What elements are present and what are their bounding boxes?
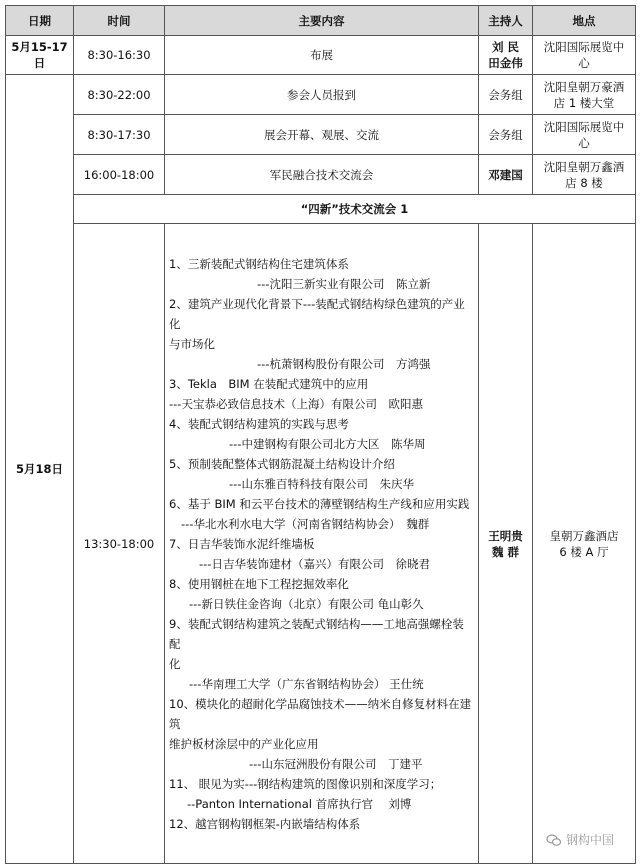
talk-title: 12、越宫钢构钢框架-内嵌墙结构体系 <box>169 816 361 831</box>
talk-item <box>169 294 474 374</box>
talk-item <box>169 454 474 494</box>
place-cell: 沈阳国际展览中 心 <box>533 115 636 155</box>
header-row <box>6 6 636 36</box>
place-cell: 沈阳皇朝万豪酒 店 1 楼大堂 <box>533 75 636 115</box>
watermark-text: 钢构中国 <box>565 833 614 847</box>
talk-title: 1、三新装配式钢结构住宅建筑体系 <box>169 256 349 271</box>
talk-item <box>169 574 474 614</box>
talk-title: 11、 眼见为实---钢结构建筑的图像识别和深度学习； <box>169 776 442 791</box>
place-cell: 沈阳国际展览中 心 <box>533 36 636 75</box>
chat-bubble-icon <box>546 832 562 848</box>
talk-item <box>169 254 474 294</box>
host-cell: 会务组 <box>479 75 533 115</box>
talk-speaker: ---日吉华装饰建材（嘉兴）有限公司 徐晓君 <box>199 556 430 571</box>
table-row <box>6 75 636 115</box>
talk-speaker: ---山东冠洲股份有限公司 丁建平 <box>249 756 423 771</box>
table-row <box>6 115 636 155</box>
talk-speaker: ---山东雅百特科技有限公司 朱庆华 <box>229 476 414 491</box>
talk-title: 5、预制装配整体式钢筋混凝土结构设计介绍 <box>169 456 395 471</box>
header-date: 日期 <box>6 6 74 36</box>
header-time: 时间 <box>74 6 165 36</box>
schedule-table <box>5 5 636 864</box>
talk-title: 4、装配式钢结构建筑的实践与思考 <box>169 416 349 431</box>
talk-title: 2、建筑产业现代化背景下---装配式钢结构绿色建筑的产业化 与市场化 <box>169 296 465 351</box>
talk-item <box>169 494 474 534</box>
talk-item <box>169 694 474 774</box>
header-host: 主持人 <box>479 6 533 36</box>
talk-speaker: ---华南理工大学（广东省钢结构协会） 王仕统 <box>189 676 424 691</box>
talk-speaker: ---中建钢构有限公司北方大区 陈华周 <box>229 436 426 451</box>
talk-speaker: ---沈阳三新实业有限公司 陈立新 <box>257 276 431 291</box>
time-cell: 16:00-18:00 <box>74 155 165 195</box>
talk-title: 9、装配式钢结构建筑之装配式钢结构——工地高强螺栓装配 化 <box>169 616 464 671</box>
talk-item <box>169 534 474 574</box>
talk-speaker: --Panton International 首席执行官 刘博 <box>187 796 412 811</box>
section-title: “四新”技术交流会 1 <box>74 195 636 224</box>
talk-title: 3、Tekla BIM 在装配式建筑中的应用 <box>169 376 369 391</box>
talk-item <box>169 614 474 694</box>
session-row <box>6 224 636 864</box>
time-cell: 8:30-17:30 <box>74 115 165 155</box>
talk-title: 8、使用钢桩在地下工程挖掘效率化 <box>169 576 349 591</box>
talk-item <box>169 774 474 814</box>
content-cell: 参会人员报到 <box>165 75 479 115</box>
talk-title: 6、基于 BIM 和云平台技术的薄壁钢结构生产线和应用实践 <box>169 496 470 511</box>
date-cell: 5月15-17日 <box>6 36 74 75</box>
session-host: 王明贵 魏 群 <box>479 224 533 864</box>
header-content: 主要内容 <box>165 6 479 36</box>
talk-speaker: ---天宝恭必致信息技术（上海）有限公司 欧阳惠 <box>169 396 423 411</box>
header-place: 地点 <box>533 6 636 36</box>
talk-item <box>169 814 474 834</box>
talk-title: 7、日吉华装饰水泥纤维墙板 <box>169 536 315 551</box>
host-cell: 刘 民 田金伟 <box>479 36 533 75</box>
section-row <box>6 195 636 224</box>
watermark <box>546 831 614 848</box>
content-cell: 展会开幕、观展、交流 <box>165 115 479 155</box>
talk-item <box>169 374 474 414</box>
host-cell: 会务组 <box>479 115 533 155</box>
date-cell: 5月18日 <box>6 75 74 864</box>
content-cell: 布展 <box>165 36 479 75</box>
table-row <box>6 155 636 195</box>
talk-speaker: ---新日铁住金咨询（北京）有限公司 龟山彰久 <box>189 596 424 611</box>
place-cell: 沈阳皇朝万鑫酒 店 8 楼 <box>533 155 636 195</box>
talk-speaker: ---杭萧钢构股份有限公司 方鸿强 <box>257 356 431 371</box>
host-cell: 邓建国 <box>479 155 533 195</box>
table-row <box>6 36 636 75</box>
talk-title: 10、模块化的超耐化学品腐蚀技术——纳米自修复材料在建筑 维护板材涂层中的产业化应用 <box>169 696 472 751</box>
talk-list <box>165 224 479 864</box>
time-cell: 8:30-16:30 <box>74 36 165 75</box>
talk-item <box>169 414 474 454</box>
session-place: 皇朝万鑫酒店 6 楼 A 厅 <box>533 224 636 864</box>
session-time: 13:30-18:00 <box>74 224 165 864</box>
content-cell: 军民融合技术交流会 <box>165 155 479 195</box>
talk-speaker: ---华北水利水电大学（河南省钢结构协会） 魏群 <box>181 516 430 531</box>
time-cell: 8:30-22:00 <box>74 75 165 115</box>
